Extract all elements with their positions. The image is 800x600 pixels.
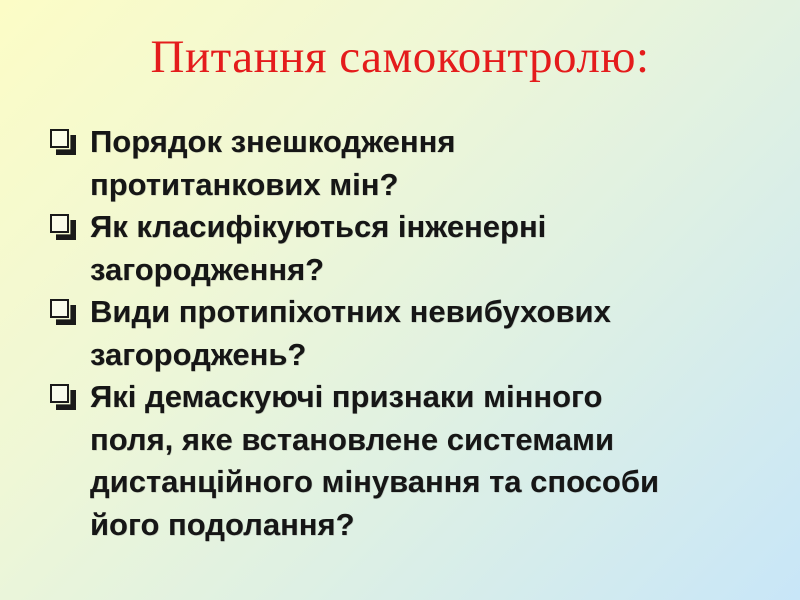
list-item (50, 291, 762, 376)
slide-title: Питання самоконтролю: (150, 31, 650, 83)
list-item-line: протитанкових мін? (90, 166, 399, 202)
list-item-line: загороджень? (90, 336, 307, 372)
list-item-text (90, 376, 659, 546)
list-item (50, 376, 762, 546)
list-item (50, 206, 762, 291)
list-item-line: дистанційного мінування та способи (90, 464, 660, 499)
shadowed-square-bullet-icon (50, 214, 77, 241)
list-item-text (90, 291, 611, 376)
shadowed-square-bullet-icon (50, 299, 77, 326)
list-item-line: поля, яке встановлене системами (90, 421, 615, 457)
list-item-text (90, 206, 546, 291)
list-item-text (90, 121, 455, 206)
shadowed-square-bullet-icon (50, 384, 77, 411)
shadowed-square-bullet-icon (50, 129, 77, 156)
list-item-line: загородження? (90, 251, 325, 287)
question-list (50, 121, 762, 546)
list-item-line: його подолання? (90, 506, 355, 542)
list-item (50, 121, 762, 206)
list-item-line: Види протипіхотних невибухових (90, 294, 611, 329)
list-item-line: Які демаскуючі признаки мінного (90, 379, 603, 414)
list-item-line: Порядок знешкодження (90, 124, 456, 159)
list-item-line: Як класифікуються інженерні (90, 209, 547, 244)
